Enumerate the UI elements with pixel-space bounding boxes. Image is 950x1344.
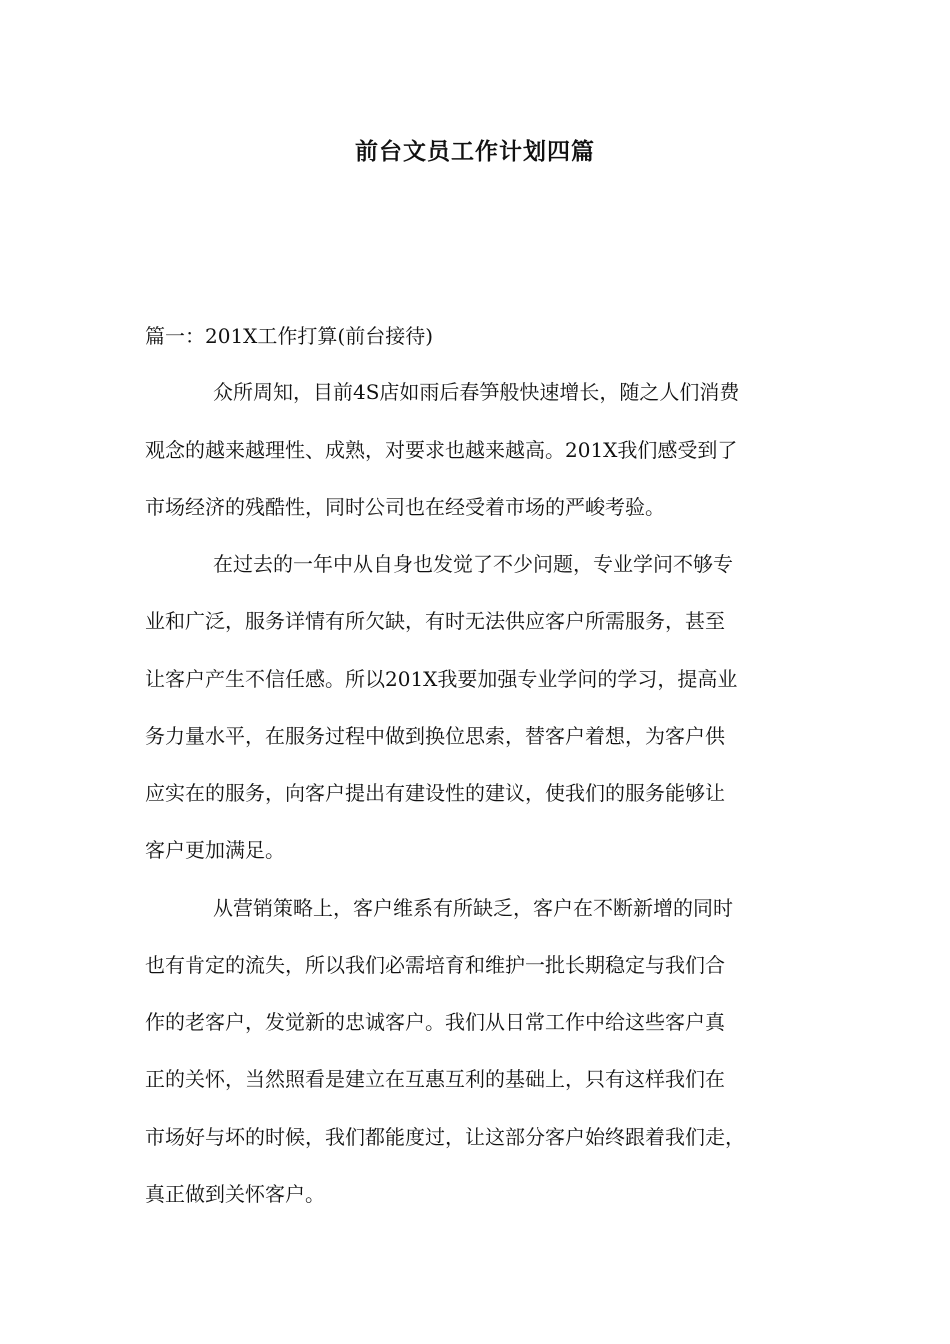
paragraph-3-line-1: 从营销策略上，客户维系有所缺乏，客户在不断新增的同时 — [213, 896, 733, 920]
paragraph-2-line-5: 应实在的服务，向客户提出有建设性的建议，使我们的服务能够让 — [145, 781, 725, 805]
paragraph-1-line-3: 市场经济的残酷性，同时公司也在经受着市场的严峻考验。 — [145, 495, 665, 519]
paragraph-2-line-3: 让客户产生不信任感。所以201X我要加强专业学问的学习，提高业 — [145, 667, 738, 691]
paragraph-3-line-4: 正的关怀，当然照看是建立在互惠互利的基础上，只有这样我们在 — [145, 1067, 725, 1091]
paragraph-3-line-6: 真正做到关怀客户。 — [145, 1182, 325, 1206]
document-title: 前台文员工作计划四篇 — [355, 139, 595, 165]
paragraph-3-line-3: 作的老客户，发觉新的忠诚客户。我们从日常工作中给这些客户真 — [145, 1010, 725, 1034]
paragraph-1-line-1: 众所周知，目前4S店如雨后春笋般快速增长，随之人们消费 — [213, 380, 740, 404]
paragraph-2-line-2: 业和广泛，服务详情有所欠缺，有时无法供应客户所需服务，甚至 — [145, 609, 725, 633]
paragraph-1-line-2: 观念的越来越理性、成熟，对要求也越来越高。201X我们感受到了 — [145, 438, 738, 462]
section-heading: 篇一：201X工作打算(前台接待) — [145, 324, 434, 348]
paragraph-3-line-2: 也有肯定的流失，所以我们必需培育和维护一批长期稳定与我们合 — [145, 953, 725, 977]
paragraph-2-line-1: 在过去的一年中从自身也发觉了不少问题，专业学问不够专 — [213, 552, 733, 576]
paragraph-2-line-6: 客户更加满足。 — [145, 838, 285, 862]
paragraph-2-line-4: 务力量水平，在服务过程中做到换位思索，替客户着想，为客户供 — [145, 724, 725, 748]
paragraph-3-line-5: 市场好与坏的时候，我们都能度过，让这部分客户始终跟着我们走， — [145, 1125, 745, 1149]
